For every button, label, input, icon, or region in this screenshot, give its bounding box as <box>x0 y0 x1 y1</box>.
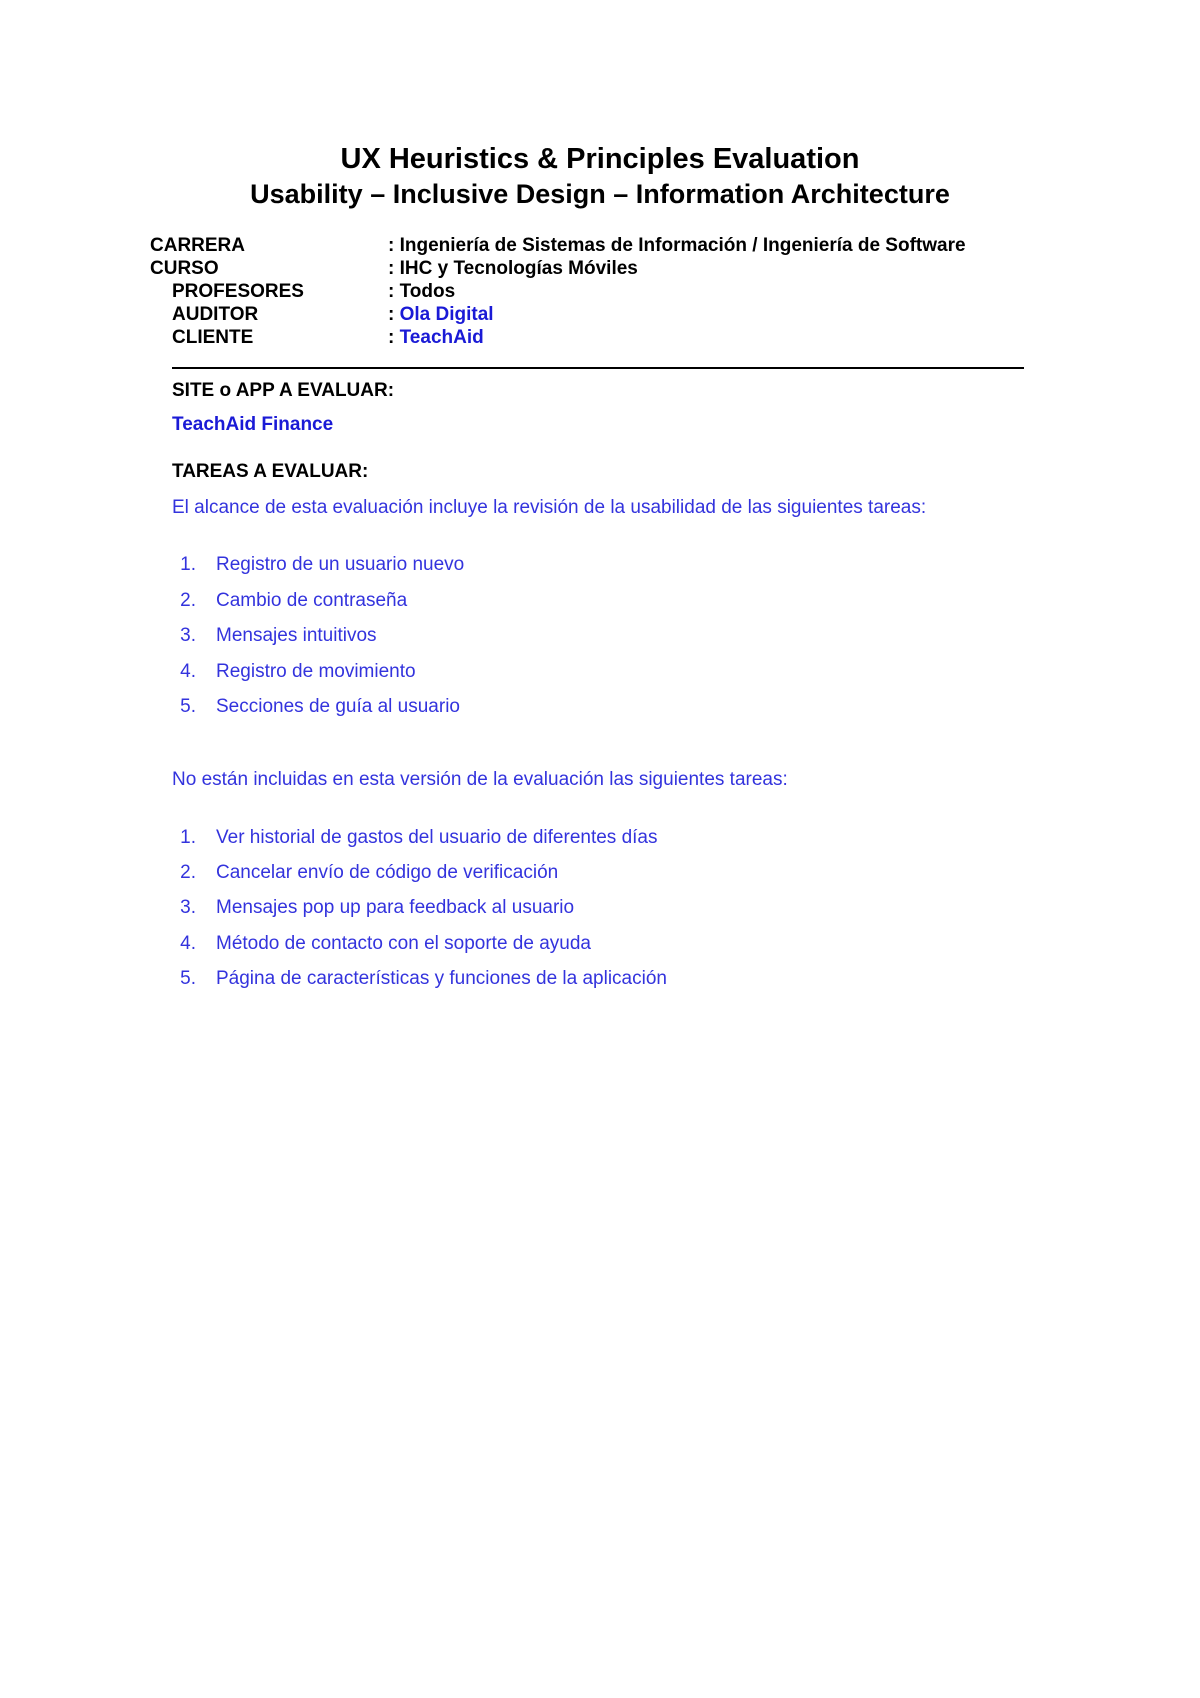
meta-colon-cliente: : <box>388 327 400 348</box>
list-item <box>0 552 1200 578</box>
list-item-text: Mensajes pop up para feedback al usuario <box>216 897 575 918</box>
tasks-heading: TAREAS A EVALUAR: <box>172 461 369 482</box>
client-name: TeachAid <box>399 327 484 348</box>
list-item <box>0 588 1200 614</box>
meta-row-cliente <box>0 326 1200 350</box>
meta-label-cliente: CLIENTE <box>172 327 254 348</box>
meta-row-curso <box>0 257 1200 281</box>
section-divider <box>172 367 1024 369</box>
list-item-number: 1. <box>180 554 196 575</box>
meta-row-carrera <box>0 234 1200 258</box>
list-item-text: Mensajes intuitivos <box>216 625 377 646</box>
list-item <box>0 623 1200 649</box>
list-item-number: 3. <box>180 625 196 646</box>
site-name: TeachAid Finance <box>172 414 334 435</box>
list-item-text: Cambio de contraseña <box>216 590 408 611</box>
list-item <box>0 860 1200 886</box>
list-item-number: 3. <box>180 897 196 918</box>
meta-label-profesores: PROFESORES <box>172 281 304 302</box>
list-item-number: 4. <box>180 661 196 682</box>
meta-value-profesores: : Todos <box>388 281 456 302</box>
meta-value-cliente <box>388 326 484 350</box>
excluded-tasks-intro: No están incluidas en esta versión de la evaluación las siguientes tareas: <box>172 769 788 790</box>
meta-value-carrera: : Ingeniería de Sistemas de Información / Ingeniería de Software <box>388 235 966 256</box>
list-item-text: Registro de un usuario nuevo <box>216 554 465 575</box>
document-subtitle: Usability – Inclusive Design – Information Architecture <box>250 179 950 209</box>
meta-label-curso: CURSO <box>150 258 219 279</box>
list-item <box>0 694 1200 720</box>
list-item-text: Cancelar envío de código de verificación <box>216 862 559 883</box>
list-item-number: 2. <box>180 862 196 883</box>
list-item <box>0 825 1200 851</box>
meta-label-auditor: AUDITOR <box>172 304 259 325</box>
meta-row-profesores <box>0 280 1200 304</box>
list-item-text: Método de contacto con el soporte de ayuda <box>216 933 591 954</box>
list-item <box>0 966 1200 992</box>
list-item-text: Ver historial de gastos del usuario de diferentes días <box>216 827 658 848</box>
list-item-number: 2. <box>180 590 196 611</box>
list-item <box>0 659 1200 685</box>
meta-label-carrera: CARRERA <box>150 235 245 256</box>
list-item-number: 1. <box>180 827 196 848</box>
auditor-name: Ola Digital <box>399 304 494 325</box>
meta-value-curso: : IHC y Tecnologías Móviles <box>388 258 638 279</box>
list-item-text: Página de características y funciones de la aplicación <box>216 968 667 989</box>
list-item-text: Registro de movimiento <box>216 661 416 682</box>
tasks-intro: El alcance de esta evaluación incluye la revisión de la usabilidad de las siguientes tareas: <box>172 497 927 518</box>
list-item <box>0 895 1200 921</box>
meta-value-auditor <box>388 303 494 327</box>
document-title: UX Heuristics & Principles Evaluation <box>340 143 860 175</box>
site-heading: SITE o APP A EVALUAR: <box>172 380 395 401</box>
meta-row-auditor <box>0 303 1200 327</box>
list-item-number: 4. <box>180 933 196 954</box>
list-item-number: 5. <box>180 696 196 717</box>
list-item-number: 5. <box>180 968 196 989</box>
meta-colon-auditor: : <box>388 304 400 325</box>
list-item <box>0 931 1200 957</box>
list-item-text: Secciones de guía al usuario <box>216 696 460 717</box>
